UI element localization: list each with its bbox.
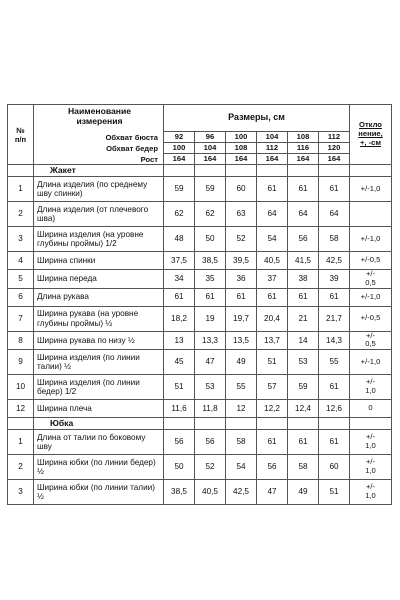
size-value: 49 <box>226 350 257 375</box>
header-sizes <box>164 105 350 132</box>
section-empty-cell <box>257 165 288 177</box>
section-title: Жакет <box>34 165 164 177</box>
size-value: 59 <box>195 177 226 202</box>
measure-value: 116 <box>288 143 319 154</box>
size-value: 58 <box>226 430 257 455</box>
section-empty-cell <box>350 165 392 177</box>
header-tolerance <box>350 105 392 165</box>
size-value: 61 <box>319 430 350 455</box>
size-value: 21,7 <box>319 306 350 331</box>
table-row <box>8 306 392 331</box>
size-value: 41,5 <box>288 252 319 270</box>
size-value: 61 <box>319 177 350 202</box>
row-tolerance: +/-1,0 <box>350 288 392 306</box>
size-value: 13,7 <box>257 331 288 350</box>
size-value: 58 <box>288 455 319 480</box>
size-value: 56 <box>195 430 226 455</box>
size-value: 19,7 <box>226 306 257 331</box>
size-value: 11,6 <box>164 400 195 418</box>
row-number: 12 <box>8 400 34 418</box>
size-value: 64 <box>319 202 350 227</box>
size-value: 50 <box>164 455 195 480</box>
row-tolerance: +/- 1,0 <box>350 430 392 455</box>
measure-value: 104 <box>195 143 226 154</box>
measure-value: 96 <box>195 132 226 143</box>
size-value: 61 <box>164 288 195 306</box>
size-chart-sheet <box>0 104 400 505</box>
size-value: 14,3 <box>319 331 350 350</box>
row-name: Ширина юбки (по линии бедер) ½ <box>34 455 164 480</box>
size-value: 13,3 <box>195 331 226 350</box>
size-value: 12,6 <box>319 400 350 418</box>
section-num-empty <box>8 418 34 430</box>
row-number: 5 <box>8 270 34 289</box>
table-row <box>8 252 392 270</box>
size-value: 56 <box>164 430 195 455</box>
measure-label: Рост <box>140 155 158 164</box>
size-value: 12 <box>226 400 257 418</box>
size-value: 59 <box>164 177 195 202</box>
row-tolerance <box>350 202 392 227</box>
section-empty-cell <box>164 165 195 177</box>
size-value: 54 <box>257 227 288 252</box>
row-number: 8 <box>8 331 34 350</box>
header-row-sizes <box>8 105 392 132</box>
size-value: 34 <box>164 270 195 289</box>
section-empty-cell <box>226 165 257 177</box>
size-value: 47 <box>257 480 288 505</box>
section-empty-cell <box>288 165 319 177</box>
table-row <box>8 400 392 418</box>
size-value: 39 <box>319 270 350 289</box>
size-value: 61 <box>226 288 257 306</box>
row-tolerance: +/- 0,5 <box>350 331 392 350</box>
size-value: 21 <box>288 306 319 331</box>
size-value: 55 <box>226 375 257 400</box>
size-value: 53 <box>195 375 226 400</box>
row-name: Ширина переда <box>34 270 164 289</box>
header-sizes-label: Размеры, см <box>228 112 285 123</box>
row-name: Длина рукава <box>34 288 164 306</box>
row-number: 3 <box>8 227 34 252</box>
section-title: Юбка <box>34 418 164 430</box>
size-value: 55 <box>319 350 350 375</box>
size-value: 42,5 <box>319 252 350 270</box>
row-name: Ширина изделия (на уровне глубины проймы) 1/2 <box>34 227 164 252</box>
row-name: Длина изделия (от плечевого шва) <box>34 202 164 227</box>
size-value: 12,2 <box>257 400 288 418</box>
size-value: 48 <box>164 227 195 252</box>
row-tolerance: +/-1,0 <box>350 227 392 252</box>
measure-value: 164 <box>195 154 226 165</box>
row-tolerance: +/- 1,0 <box>350 375 392 400</box>
size-value: 61 <box>288 430 319 455</box>
measure-value: 92 Обхват бюста <box>164 132 195 143</box>
section-empty-cell <box>226 418 257 430</box>
size-value: 51 <box>319 480 350 505</box>
size-value: 36 <box>226 270 257 289</box>
row-number: 2 <box>8 455 34 480</box>
table-row <box>8 288 392 306</box>
size-value: 58 <box>319 227 350 252</box>
size-value: 20,4 <box>257 306 288 331</box>
measure-value: 164 <box>319 154 350 165</box>
size-value: 56 <box>257 455 288 480</box>
size-value: 12,4 <box>288 400 319 418</box>
measure-value: 112 <box>319 132 350 143</box>
size-value: 56 <box>288 227 319 252</box>
size-value: 52 <box>226 227 257 252</box>
table-row <box>8 430 392 455</box>
measure-value: 108 <box>226 143 257 154</box>
size-value: 14 <box>288 331 319 350</box>
size-value: 51 <box>257 350 288 375</box>
row-number: 6 <box>8 288 34 306</box>
measure-label: Обхват бедер <box>106 144 158 153</box>
size-value: 61 <box>257 430 288 455</box>
row-number: 1 <box>8 430 34 455</box>
measure-value: 100 <box>226 132 257 143</box>
size-value: 19 <box>195 306 226 331</box>
size-value: 61 <box>195 288 226 306</box>
size-value: 51 <box>164 375 195 400</box>
size-value: 50 <box>195 227 226 252</box>
size-value: 61 <box>288 177 319 202</box>
row-name: Ширина рукава (на уровне глубины проймы) ½ <box>34 306 164 331</box>
size-value: 57 <box>257 375 288 400</box>
section-empty-cell <box>319 418 350 430</box>
size-value: 61 <box>319 375 350 400</box>
header-name-label: Наименование измерения <box>67 106 132 126</box>
row-name: Ширина изделия (по линии талии) ½ <box>34 350 164 375</box>
size-value: 63 <box>226 202 257 227</box>
row-name: Ширина изделия (по линии бедер) 1/2 <box>34 375 164 400</box>
size-value: 54 <box>226 455 257 480</box>
header-num-label: № п/п <box>14 125 27 144</box>
measure-label: Обхват бюста <box>105 133 158 142</box>
table-row <box>8 177 392 202</box>
size-value: 61 <box>257 288 288 306</box>
size-value: 37 <box>257 270 288 289</box>
size-value: 61 <box>257 177 288 202</box>
measure-value: 164 <box>288 154 319 165</box>
size-value: 45 <box>164 350 195 375</box>
size-value: 11,8 <box>195 400 226 418</box>
size-value: 40,5 <box>257 252 288 270</box>
size-value: 18,2 <box>164 306 195 331</box>
measure-value: 108 <box>288 132 319 143</box>
measure-value: 104 <box>257 132 288 143</box>
row-name: Ширина юбки (по линии талии) ½ <box>34 480 164 505</box>
size-value: 49 <box>288 480 319 505</box>
section-empty-cell <box>195 418 226 430</box>
row-tolerance: +/- 0,5 <box>350 270 392 289</box>
table-row <box>8 202 392 227</box>
row-number: 10 <box>8 375 34 400</box>
row-number: 1 <box>8 177 34 202</box>
row-tolerance: +/- 1,0 <box>350 480 392 505</box>
row-number: 3 <box>8 480 34 505</box>
measure-value: 164 <box>226 154 257 165</box>
measure-value: 100 Обхват бедер <box>164 143 195 154</box>
row-number: 7 <box>8 306 34 331</box>
section-empty-cell <box>164 418 195 430</box>
header-num <box>8 105 34 165</box>
row-tolerance: +/-1,0 <box>350 350 392 375</box>
size-value: 64 <box>257 202 288 227</box>
table-row <box>8 227 392 252</box>
row-name: Ширина рукава по низу ½ <box>34 331 164 350</box>
table-row <box>8 375 392 400</box>
measure-value: 120 <box>319 143 350 154</box>
size-value: 53 <box>288 350 319 375</box>
size-value: 40,5 <box>195 480 226 505</box>
row-number: 2 <box>8 202 34 227</box>
table-row <box>8 455 392 480</box>
size-value: 13,5 <box>226 331 257 350</box>
size-table-body <box>8 105 392 505</box>
section-num-empty <box>8 165 34 177</box>
section-empty-cell <box>257 418 288 430</box>
size-value: 38,5 <box>164 480 195 505</box>
size-value: 59 <box>288 375 319 400</box>
size-value: 47 <box>195 350 226 375</box>
table-row <box>8 480 392 505</box>
size-value: 64 <box>288 202 319 227</box>
size-table <box>7 104 392 505</box>
section-empty-cell <box>350 418 392 430</box>
size-value: 38,5 <box>195 252 226 270</box>
measure-value: 164 <box>257 154 288 165</box>
size-value: 62 <box>195 202 226 227</box>
header-tolerance-label: Откло нение, +, -см <box>358 120 383 147</box>
size-value: 35 <box>195 270 226 289</box>
section-empty-cell <box>195 165 226 177</box>
row-tolerance: +/- 1,0 <box>350 455 392 480</box>
size-value: 61 <box>288 288 319 306</box>
size-value: 62 <box>164 202 195 227</box>
size-value: 61 <box>319 288 350 306</box>
row-name: Длина изделия (по среднему шву спинки) <box>34 177 164 202</box>
table-row <box>8 331 392 350</box>
section-empty-cell <box>288 418 319 430</box>
row-name: Длина от талии по боковому шву <box>34 430 164 455</box>
size-value: 37,5 <box>164 252 195 270</box>
row-name: Ширина плеча <box>34 400 164 418</box>
size-value: 60 <box>319 455 350 480</box>
measure-value: 112 <box>257 143 288 154</box>
row-number: 4 <box>8 252 34 270</box>
row-tolerance: 0 <box>350 400 392 418</box>
size-value: 13 <box>164 331 195 350</box>
row-tolerance: +/-0,5 <box>350 306 392 331</box>
measure-value: 164 Рост <box>164 154 195 165</box>
section-row <box>8 418 392 430</box>
size-value: 39,5 <box>226 252 257 270</box>
row-number: 9 <box>8 350 34 375</box>
row-name: Ширина спинки <box>34 252 164 270</box>
section-row <box>8 165 392 177</box>
size-value: 42,5 <box>226 480 257 505</box>
size-value: 38 <box>288 270 319 289</box>
table-row <box>8 350 392 375</box>
row-tolerance: +/-1,0 <box>350 177 392 202</box>
section-empty-cell <box>319 165 350 177</box>
row-tolerance: +/-0,5 <box>350 252 392 270</box>
size-value: 52 <box>195 455 226 480</box>
table-row <box>8 270 392 289</box>
size-value: 60 <box>226 177 257 202</box>
